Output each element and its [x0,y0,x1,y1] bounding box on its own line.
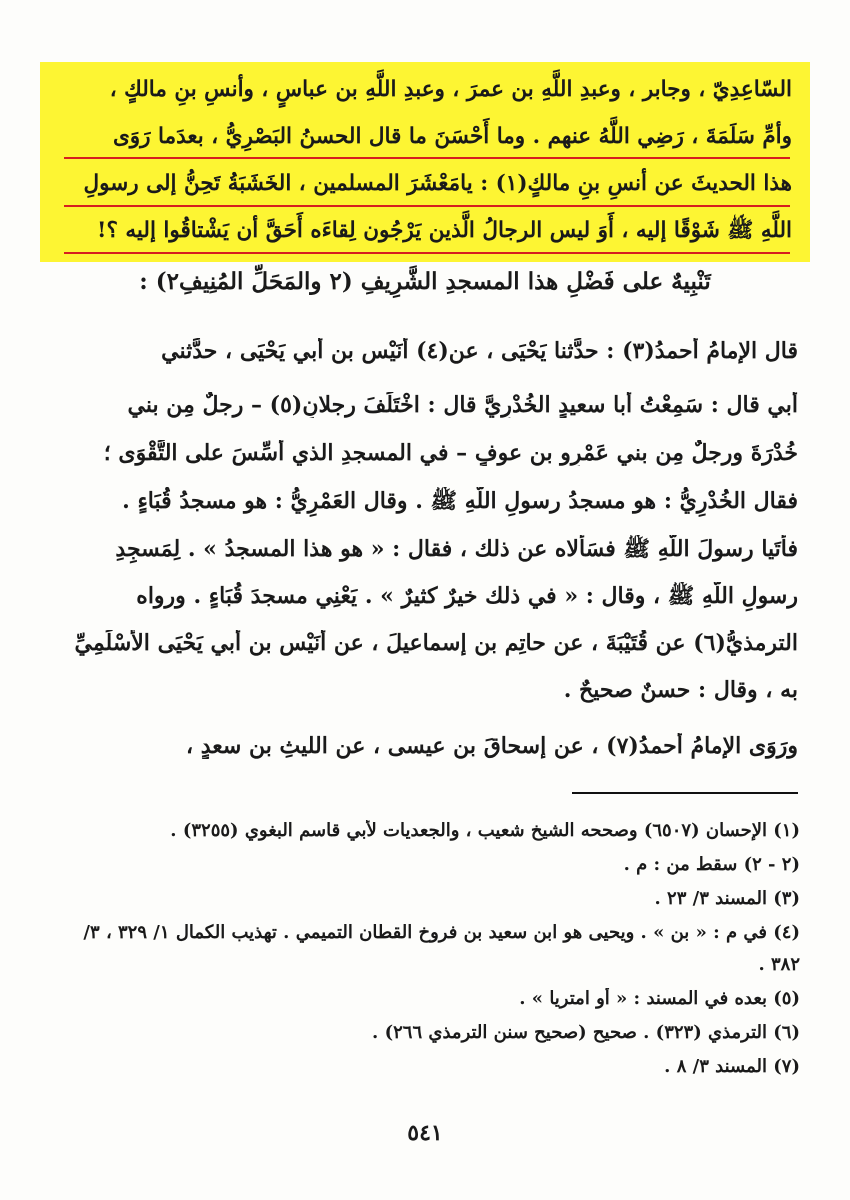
body-line: فأتَيا رسولَ اللَّهِ ﷺ فسَأَلاه عن ذلك ، فقال : « هو هذا المسجدُ » . لِمَسجِدِ [115,536,798,562]
footnote: (١) الإحسان (٦٥٠٧) وصححه الشيخ شعيب ، والجعديات لأبي قاسم البغوي (٣٢٥٥) . [170,820,800,841]
highlighted-line: هذا الحديثَ عن أنسِ بنِ مالكٍ(١) : يامَعْشَرَ المسلمين ، الخَشَبَةُ تَحِنُّ إلى رسولِ [83,171,792,196]
body-line: قال الإمامُ أحمدُ(٣) : حدَّثنا يَحْيَى ، عن(٤) أُنَيْسِ بن أبي يَحْيَى ، حدَّثني [161,338,798,364]
body-line: ورَوَى الإمامُ أحمدُ(٧) ، عن إسحاقَ بنِ عيسى ، عن الليثِ بنِ سعدٍ ، [185,733,798,759]
footnote: ٣٨٢ . [758,954,800,975]
highlighted-line: اللَّهِ ﷺ شَوْقًا إليه ، أَوَ ليس الرجالُ الَّذين يَرْجُون لِقاءَه أَحَقَّ أن يَشْتاقُوا إليه ؟! [97,218,792,243]
footnote: (٤) في م : « بن » . ويحيى هو ابن سعيد بن فروخ القطان التميمي . تهذيب الكمال ١/ ٣٢٩ ، ٣/ [83,922,800,943]
footnote-separator [572,792,798,794]
footnote: (٢ - ٢) سقط من : م . [623,854,800,875]
highlighted-passage [56,66,792,254]
section-heading: تَنْبِيهٌ على فَضْلِ هذا المسجدِ الشَّرِيفِ (٢ والمَحَلِّ المُنِيفِ٢) : [139,268,711,295]
footnote: (٧) المسند ٣/ ٨ . [664,1056,800,1077]
body-line: خُدْرَةَ ورجلٌ مِن بني عَمْرِو بنِ عوفٍ – في المسجدِ الذي أُسِّسَ على التَّقْوَى ؛ [103,440,798,466]
footnote: (٣) المسند ٣/ ٢٣ . [654,888,800,909]
footnote: (٦) الترمذي (٣٢٣) . صحيح (صحيح سنن الترمذي ٢٦٦) . [372,1022,800,1043]
highlighted-line: وأمِّ سَلَمَةَ ، رَضِي اللَّهُ عنهم . وما أَحْسَنَ ما قال الحسنُ البَصْرِيُّ ، بعدَما رَوَى [112,124,792,149]
red-underline [64,252,790,254]
body-line: الترمذيُّ(٦) عن قُتَيْبَةَ ، عن حاتِمِ بنِ إسماعيلَ ، عن أُنَيْسِ بنِ أبي يَحْيَى الأَسْلَمِيِّ [74,630,798,656]
body-line: أبي قال : سَمِعْتُ أبا سعيدٍ الخُدْرِيَّ قال : اخْتَلَفَ رجلانِ(٥) – رجلٌ مِن بني [127,392,798,418]
footnote: (٥) بعده في المسند : « أو امتريا » . [519,988,800,1009]
page-number: ٥٤١ [407,1120,443,1146]
red-underline [64,205,790,207]
body-line: به ، وقال : حسنٌ صحيحٌ . [563,677,798,703]
body-line: فقال الخُدْرِيُّ : هو مسجدُ رسولِ اللَّهِ ﷺ . وقال العَمْرِيُّ : هو مسجدُ قُبَاءٍ . [122,488,798,514]
body-line: رسولِ اللَّهِ ﷺ ، وقال : « في ذلك خيرٌ كثيرٌ » . يَعْنِي مسجدَ قُبَاءٍ . ورواه [136,583,798,609]
highlighted-line: السّاعِدِيّ ، وجابر ، وعبدِ اللَّهِ بن عمرَ ، وعبدِ اللَّهِ بن عباسٍ ، وأنسِ بنِ مالكٍ ، [109,77,792,102]
red-underline [64,157,790,159]
